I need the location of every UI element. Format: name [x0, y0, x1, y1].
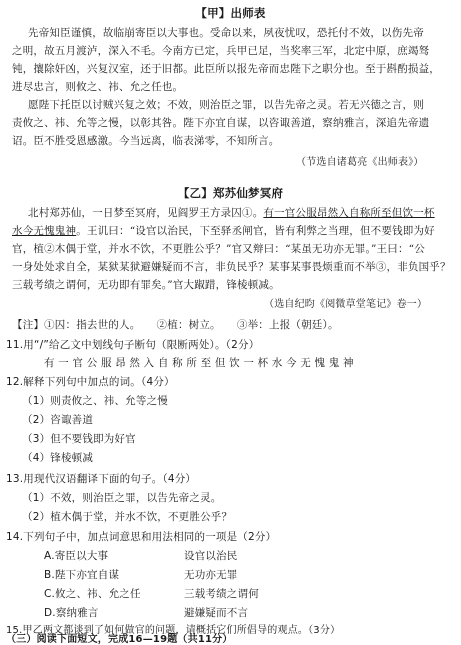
passage-b-line: 官，植②木偶于堂，并水不饮，不更胜公乎？”官又辩曰：“某虽无功亦无罪。”王曰：“公 — [12, 243, 425, 255]
passage-a-line: 进尽忠言，则攸之、祎、允之任也。 — [12, 81, 184, 93]
passage-b-line — [12, 224, 435, 238]
option-b-right: 无功亦无罪 — [184, 569, 238, 581]
question-13: 13.用现代汉语翻译下面的句子。（4分） — [6, 473, 197, 485]
passage-a-line: 先帝知臣谨慎，故临崩寄臣以大事也。受命以来，夙夜忧叹，恐托付不效，以伤先帝 — [28, 27, 424, 39]
passage-a-line: 愿陛下托臣以讨贼兴复之效；不效，则治臣之罪，以告先帝之灵。若无兴德之言，则 — [28, 99, 424, 111]
question-12-item: （4）锋棱顿减 — [22, 452, 94, 464]
passage-a-title: 【甲】出师表 — [195, 6, 266, 20]
annotation-notes: 【注】①囚：指去世的人。 ②植：树立。 ③举：上报（朝廷）。 — [12, 319, 339, 331]
question-13-item: （1）不效，则治臣之罪，以告先帝之灵。 — [22, 492, 222, 504]
question-12: 12.解释下列句中加点的词。（4分） — [6, 376, 175, 388]
option-c-left: C.攸之、祎、允之任 — [44, 588, 141, 600]
passage-a-line: 钝，攘除奸凶，兴复汉室，还于旧都。此臣所以报先帝而忠陛下之职分也。至于斟酌损益， — [12, 63, 440, 75]
question-14: 14.下列句子中，加点词意思和用法相同的一项是（2分） — [6, 531, 277, 543]
passage-b-text: 北村郑苏仙，一日梦至冥府，见阎罗王方录囚①。 — [28, 207, 264, 219]
passage-a-line: 诏。臣不胜受恩感激。今当远离，临表涕零，不知所言。 — [12, 135, 280, 147]
passage-b-source: （选自纪昀《阅微草堂笔记》卷一） — [264, 299, 428, 310]
option-a-left: A.寄臣以大事 — [44, 550, 109, 562]
question-13-item: （2）植木偶于堂，并水不饮，不更胜公乎？ — [22, 511, 233, 523]
option-a-right: 设官以治民 — [184, 550, 238, 562]
passage-b-line — [28, 206, 435, 220]
option-c-right: 三载考绩之谓何 — [184, 588, 259, 600]
underlined-sentence: 水今无愧鬼神 — [12, 225, 77, 237]
question-11-sentence: 有 一 官 公 服 昂 然 入 自 称 所 至 但 饮 一 杯 水 今 无 愧 鬼 神 — [44, 357, 354, 369]
question-12-item: （1）则责攸之、祎、允等之慢 — [22, 395, 168, 407]
passage-b-title: 【乙】郑苏仙梦冥府 — [177, 186, 284, 200]
option-d-left: D.察纳雅言 — [44, 607, 99, 619]
question-11: 11.用“/”给乙文中划线句子断句（限断两处）。（2分） — [6, 339, 260, 351]
option-d-right: 避嫌疑而不言 — [184, 607, 249, 619]
passage-a-line: 之明，故五月渡泸，深入不毛。今南方已定，兵甲已足，当奖率三军，北定中原，庶竭驽 — [12, 45, 430, 57]
question-12-item: （2）咨诹善道 — [22, 414, 94, 426]
question-15: 15.甲乙两文都谈到了如何做官的问题，请概括它们所倡导的观点。（3分） — [6, 625, 341, 636]
passage-b-line: 一身处处求自全，某狱某狱避嫌疑而不言，非负民乎？某事某事畏烦重而不举③，非负国乎？ — [12, 261, 451, 273]
passage-b-text: 。王讥曰：“设官以治民，下至驿丞闸官，皆有利弊之当理，但不要钱即为好 — [76, 225, 435, 237]
underlined-sentence: 有一官公服昂然入自称所至但饮一杯 — [263, 207, 435, 219]
passage-a-line: 责攸之、祎、允等之慢，以彰其咎。陛下亦宜自谋，以咨诹善道，察纳雅言，深追先帝遗 — [12, 117, 430, 129]
passage-b-line: 三载考绩之谓何，无功即有罪矣。”官大踧踖，锋棱顿减。 — [12, 279, 280, 291]
option-b-left: B.陛下亦宜自谋 — [44, 569, 120, 581]
question-12-item: （3）但不要钱即为好官 — [22, 433, 136, 445]
section-3-heading: （三）阅读下面短文，完成16—19题（共11分） — [6, 634, 233, 645]
passage-a-source: （节选自诸葛亮《出师表》） — [296, 157, 424, 168]
